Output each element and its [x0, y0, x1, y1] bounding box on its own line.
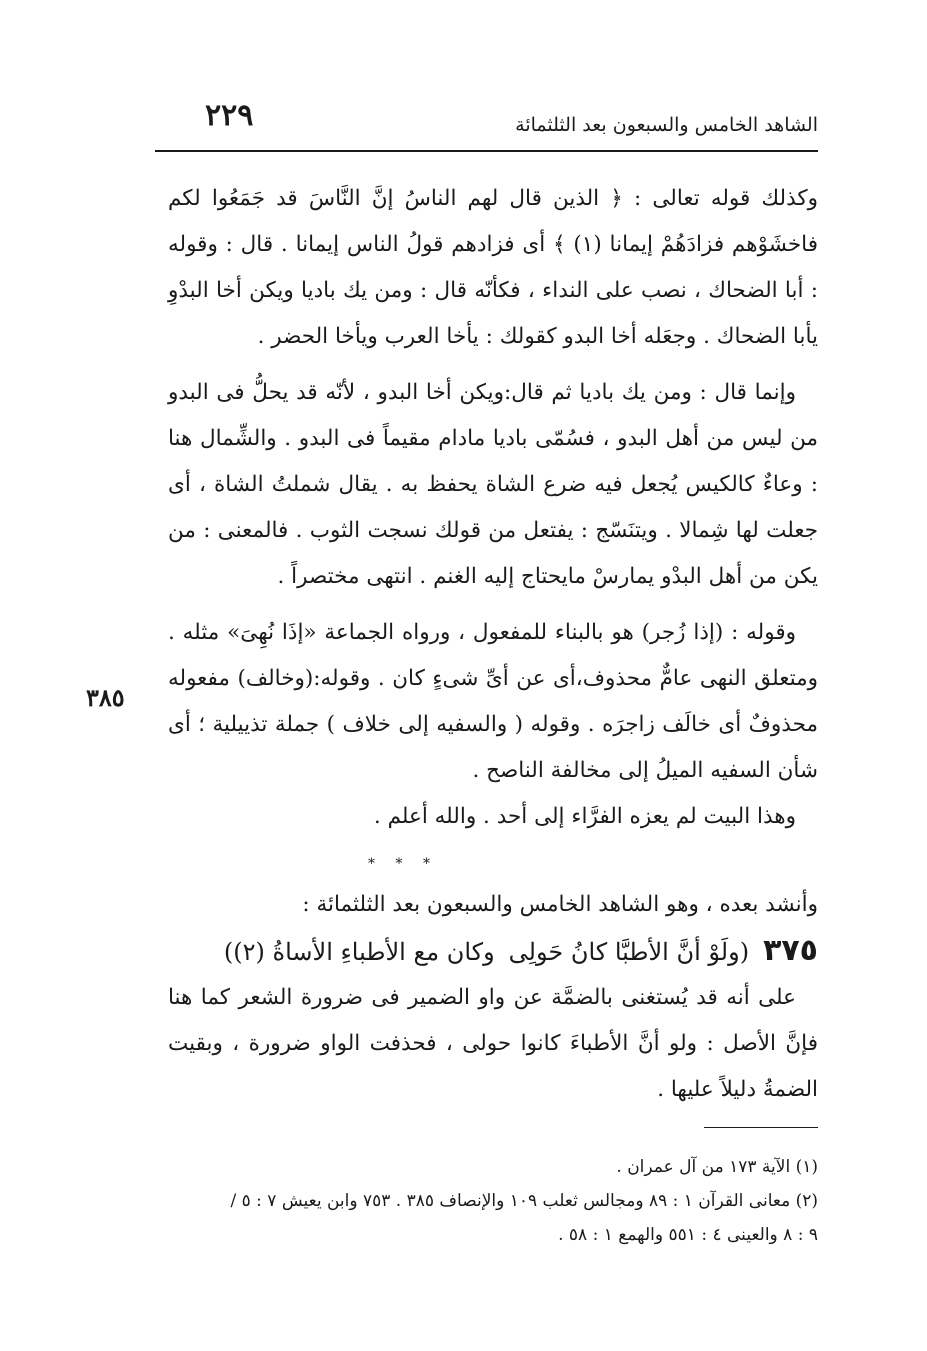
verse-first-hemistich: (ولَوْ أنَّ الأطبَّا كانُ حَولِى — [508, 938, 750, 966]
footnotes — [168, 1150, 818, 1252]
footnote: (١) الآية ١٧٣ من آل عمران . — [616, 1157, 818, 1177]
header-rule — [155, 150, 818, 152]
verse-number: ٣٧٥ — [763, 933, 818, 968]
page-number: ٢٢٩ — [205, 98, 254, 133]
footnote-continuation: ٩ : ٨ والعينى ٤ : ٥٥١ والهمع ١ : ٥٨ . — [558, 1225, 818, 1245]
paragraph: وهذا البيت لم يعزه الفرَّاء إلى أحد . والله أعلم . — [373, 804, 796, 829]
paragraph: وقوله : (إذا زُجر) هو بالبناء للمفعول ، ورواه الجماعة «إذَا نُهِىَ» مثله . ومتعلق النهى عامٌّ محذوف،أى عن أىِّ شىءٍ كان . وقوله:(وخالف) مفعوله محذوفٌ أى خالَف زاجرَه . وقوله ( والسفيه إلى خلاف ) جملة تذييلية ؛ أى شأن السفيه الميلُ إلى مخالفة الناصح . — [168, 620, 818, 783]
main-text — [168, 176, 818, 1113]
paragraph: وكذلك قوله تعالى : ﴿ الذين قال لهم الناسُ إنَّ النَّاسَ قد جَمَعُوا لكم فاخشَوْهم فزادَهُمْ إيمانا (١) ﴾ أى فزادهم قولُ الناس إيمانا . قال : وقوله : أبا الضحاك ، نصب على النداء ، فكأنّه قال : ومن يك باديا ويكن أخا البدْوِ يأبا الضحاك . وجعَله أخا البدو كقولك : يأخا العرب ويأخا الحضر . — [168, 186, 818, 349]
margin-page-reference: ٣٨٥ — [86, 683, 125, 712]
footnote: (٢) معانى القرآن ١ : ٨٩ ومجالس ثعلب ١٠٩ والإنصاف ٣٨٥ . ٧٥٣ وابن يعيش ٧ : ٥ / — [230, 1191, 818, 1211]
running-title: الشاهد الخامس والسبعون بعد الثلثمائة — [515, 114, 818, 136]
intro-line: وأنشد بعده ، وهو الشاهد الخامس والسبعون بعد الثلثمائة : — [302, 892, 818, 917]
paragraph: وإنما قال : ومن يك باديا ثم قال:ويكن أخا البدو ، لأنّه قد يحلُّ فى البدو من ليس من أهل البدو ، فسُمّى باديا مادام مقيماً فى البدو . والشِّمال هنا : وعاءٌ كالكيس يُجعل فيه ضرع الشاة يحفظ به . يقال شملتُ الشاة ، أى جعلت لها شِمالا . ويتنَسّج : يفتعل من قولك نسجت الثوب . فالمعنى : من يكن من أهل البدْو يمارسْ مايحتاج إليه الغنم . انتهى مختصراً . — [168, 380, 818, 589]
verse-second-hemistich: وكان مع الأطباءِ الأساةُ (٢)) — [223, 938, 495, 966]
footnote-rule — [704, 1127, 818, 1128]
page-header — [155, 92, 818, 136]
poetry-verse — [168, 928, 818, 975]
paragraph: على أنه قد يُستغنى بالضمَّة عن واو الضمير فى ضرورة الشعر كما هنا فإنَّ الأصل : ولو أنَّ الأطباءَ كانوا حولى ، فحذفت الواو ضرورة ، وبقيت الضمةُ دليلاً عليها . — [168, 985, 818, 1102]
section-separator: * * * — [368, 856, 438, 872]
